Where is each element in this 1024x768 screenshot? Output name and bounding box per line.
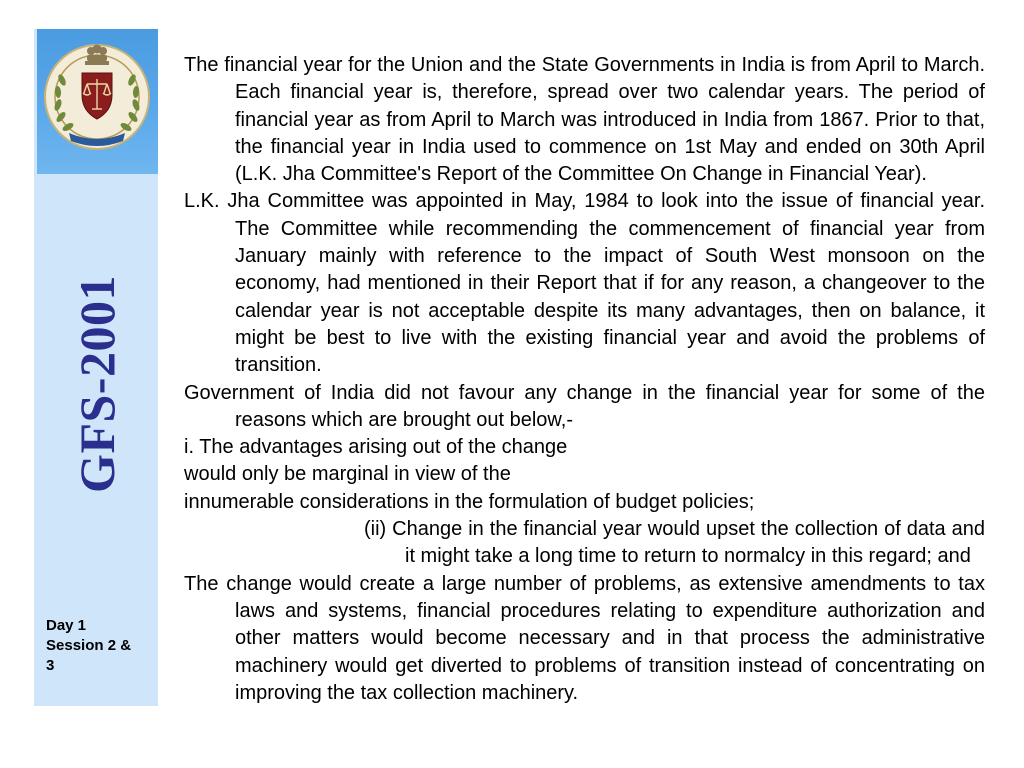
emblem-logo: [37, 29, 158, 174]
session-label: [46, 616, 154, 676]
reason-i-line-2: would only be marginal in view of the: [184, 463, 511, 486]
reason-ii: (ii) Change in the financial year would upset the collection of data and it might take a long time to return to normalcy in this regard; and: [364, 518, 985, 568]
reason-i-line-1: i. The advantages arising out of the change: [184, 436, 568, 459]
sidebar: [34, 29, 158, 706]
paragraph-jha-committee: L.K. Jha Committee was appointed in May, 1984 to look into the issue of financial year. The Committee while recommending the commencement of financial year from January mainly with reference to the impact of South West monsoon on the economy, had mentioned in their Report that if for any reason, a changeover to the calendar year is not acceptable despite its many advantages, then on balance, it might be best to live with the existing financial year and avoid the problems of transition.: [184, 190, 985, 377]
reason-i-line-3: innumerable considerations in the formulation of budget policies;: [184, 490, 755, 513]
session-line-3: 3: [46, 657, 55, 674]
paragraph-financial-year: The financial year for the Union and the State Governments in India is from April to March. Each financial year is, therefore, spread over two calendar years. The period of financial year as from April to March was introduced in India from 1867. Prior to that, the financial year in India used to commence on 1st May and ended on 30th April (L.K. Jha Committee's Report of the Committee On Change in Financial Year).: [184, 54, 985, 186]
paragraph-government-view: Government of India did not favour any change in the financial year for some of the reasons which are brought out below,-: [184, 381, 985, 431]
body-text: [184, 52, 985, 707]
seal-icon: [37, 29, 158, 174]
vertical-title: [52, 254, 142, 514]
session-line-2: Session 2 &: [46, 637, 132, 654]
session-line-1: Day 1: [46, 617, 87, 634]
paragraph-change-problems: The change would create a large number of problems, as extensive amendments to tax laws and systems, financial procedures relating to expenditure authorization and other matters would become necessary and in that process the administrative machinery would get diverted to problems of transition instead of concentrating on improving the tax collection machinery.: [184, 572, 985, 704]
sidebar-title: GFS-2001: [69, 275, 125, 493]
